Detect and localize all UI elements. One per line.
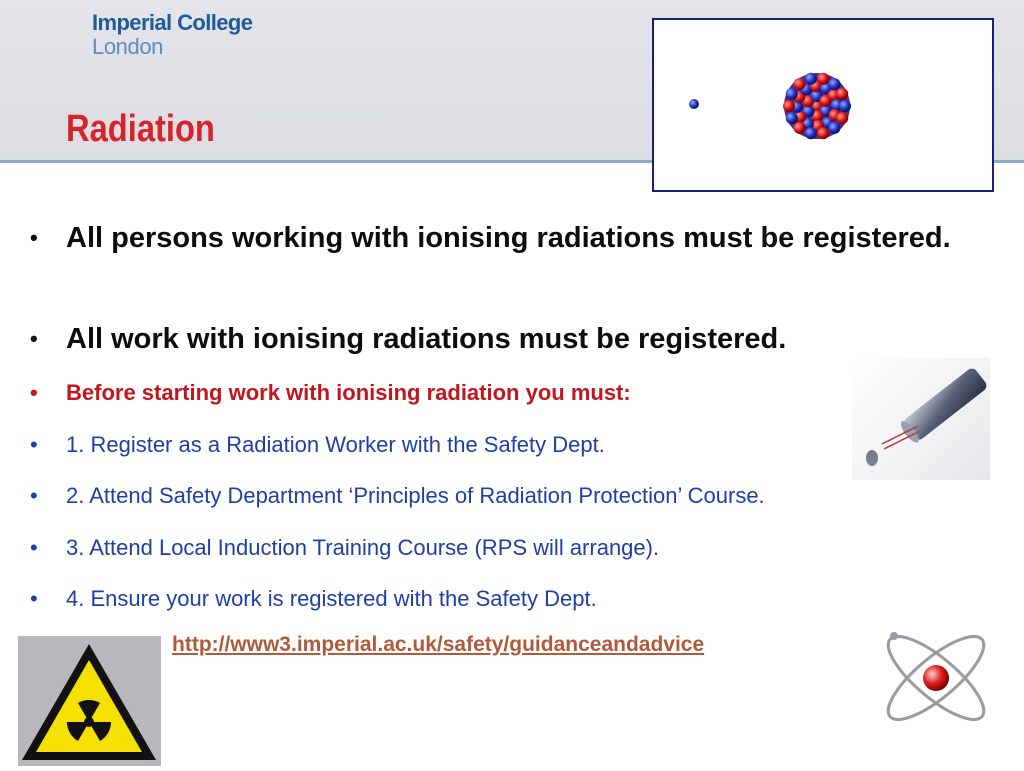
bullet-text: 3. Attend Local Induction Training Course (RPS will arrange). (66, 535, 660, 560)
bullet-symbol: • (30, 483, 38, 508)
nucleon-particle (828, 122, 840, 134)
bullet-symbol: • (30, 586, 38, 611)
logo-line-1: Imperial College (92, 10, 253, 35)
nucleon-particle (828, 78, 840, 90)
bullet-text: 1. Register as a Radiation Worker with the Safety Dept. (66, 432, 605, 457)
nucleon-particle (836, 112, 848, 124)
bullet-symbol: • (30, 432, 38, 457)
nucleus-cluster (783, 73, 851, 140)
bullet-text: Before starting work with ionising radiation you must: (66, 380, 631, 405)
nucleon-particle (794, 78, 806, 90)
bullet-symbol: • (30, 225, 38, 250)
bullet-text: All work with ionising radiations must be registered. (66, 323, 787, 355)
bullet-symbol: • (30, 326, 38, 351)
bullet-item (30, 482, 765, 510)
source-capsule-image (852, 358, 990, 480)
nucleon-particle (817, 127, 829, 139)
source-capsule-icon (852, 358, 990, 480)
nucleon-particle (817, 73, 829, 85)
logo-line-2: London (92, 34, 164, 59)
radiation-warning-image (18, 636, 161, 766)
bullet-text: 2. Attend Safety Department ‘Principles of Radiation Protection’ Course. (66, 483, 765, 508)
nucleon-particle (794, 122, 806, 134)
bullet-item (30, 219, 966, 257)
nucleon-particle (805, 73, 817, 85)
nucleus-illustration (652, 18, 994, 192)
bullet-item (30, 431, 605, 459)
nucleon-particle (805, 127, 817, 139)
radiation-warning-icon (18, 636, 161, 766)
guidance-link[interactable]: http://www3.imperial.ac.uk/safety/guidanceandadvice (172, 633, 705, 656)
bullet-item (30, 379, 631, 407)
nucleus-icon (654, 20, 992, 190)
bullet-symbol: • (30, 380, 38, 405)
atom-orbit-icon (872, 620, 1000, 732)
bullet-item (30, 585, 597, 613)
slide-title: Radiation (66, 108, 215, 150)
nucleon-particle (786, 112, 798, 124)
bullet-item (30, 320, 966, 358)
atom-orbit-image (872, 620, 1000, 732)
nucleon-particle (839, 100, 851, 112)
bullet-text: 4. Ensure your work is registered with the Safety Dept. (66, 586, 597, 611)
imperial-college-logo (92, 11, 252, 59)
bullet-text: All persons working with ionising radiations must be registered. (66, 222, 951, 254)
bullet-symbol: • (30, 535, 38, 560)
neutron-particle (689, 99, 699, 109)
nucleon-particle (786, 88, 798, 100)
nucleon-particle (783, 100, 795, 112)
bullet-item (30, 534, 660, 562)
nucleon-particle (836, 88, 848, 100)
